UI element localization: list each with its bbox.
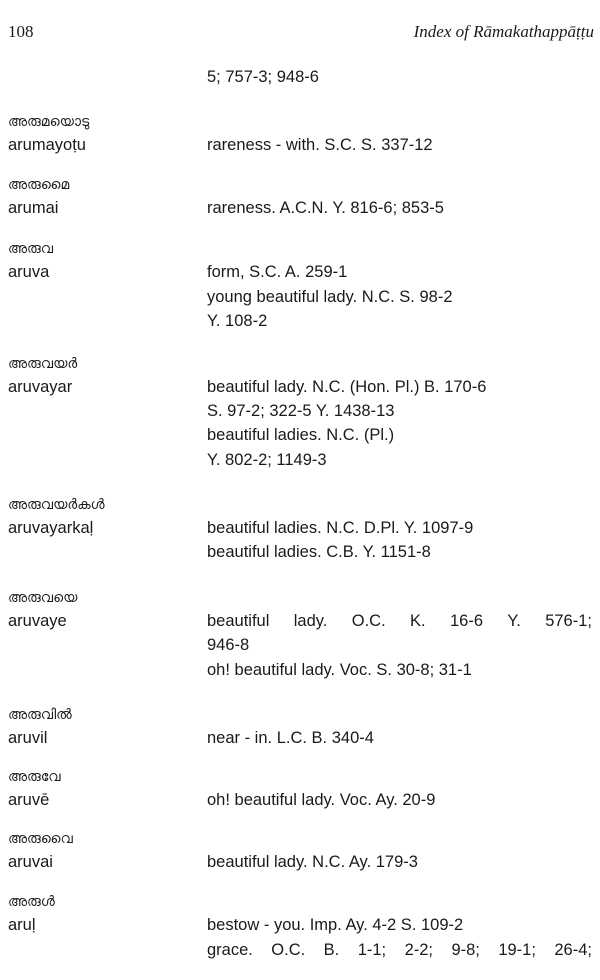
entry-definition: rareness. A.C.N. Y. 816-6; 853-5 (207, 199, 444, 217)
definition-word: K. (410, 612, 426, 630)
definition-word: 576-1; (545, 612, 592, 630)
entry-definition: Y. 802-2; 1149-3 (207, 451, 327, 469)
entry-malayalam: അരുൾ (8, 893, 55, 909)
entry-definition: oh! beautiful lady. Voc. S. 30-8; 31-1 (207, 661, 472, 679)
entry-headword: aruḷ (8, 916, 36, 934)
definition-word: Y. (507, 612, 521, 630)
entry-definition: form, S.C. A. 259-1 (207, 263, 348, 281)
entry-malayalam: അരുവയർ (8, 355, 78, 371)
definition-word: 2-2; (404, 941, 433, 959)
entry-malayalam: അരുവയർകൾ (8, 496, 105, 512)
definition-word: 16-6 (449, 612, 484, 630)
entry-definition: Y. 108-2 (207, 312, 268, 330)
entry-malayalam: അരുമൈ (8, 176, 70, 192)
running-title: Index of Rāmakathappāṭṭu (413, 22, 594, 41)
entry-definition: young beautiful lady. N.C. S. 98-2 (207, 288, 453, 306)
entry-headword: arumayoṭu (8, 136, 86, 154)
page-number: 108 (8, 22, 34, 41)
entry-definition: S. 97-2; 322-5 Y. 1438-13 (207, 402, 395, 420)
definition-word: lady. (293, 612, 328, 630)
entry-definition: beautiful lady. N.C. (Hon. Pl.) B. 170-6 (207, 378, 487, 396)
continuation-line: 5; 757-3; 948-6 (207, 68, 319, 86)
entry-definition: beautiful ladies. C.B. Y. 1151-8 (207, 543, 431, 561)
entry-headword: arumai (8, 199, 59, 217)
definition-word: 26-4; (554, 941, 592, 959)
definition-word: 1-1; (357, 941, 387, 959)
entry-headword: aruvil (8, 729, 48, 747)
entry-malayalam: അരുവയെ (8, 589, 78, 605)
definition-word: O.C. (271, 941, 306, 959)
entry-headword: aruvayarkaḷ (8, 519, 94, 537)
entry-malayalam: അരുവിൽ (8, 706, 72, 722)
entry-headword: aruvai (8, 853, 53, 871)
entry-definition (207, 941, 592, 960)
entry-headword: aruva (8, 263, 50, 281)
entry-definition: beautiful lady. N.C. Ay. 179-3 (207, 853, 418, 871)
entry-headword: aruvaye (8, 612, 67, 630)
entry-headword: aruvē (8, 791, 50, 809)
definition-word: O.C. (351, 612, 386, 630)
entry-definition: near - in. L.C. B. 340-4 (207, 729, 374, 747)
definition-word: B. (323, 941, 340, 959)
entry-malayalam: അരുവേ (8, 768, 61, 784)
entry-definition (207, 612, 592, 631)
definition-word: 19-1; (498, 941, 536, 959)
entry-definition: 946-8 (207, 636, 250, 654)
entry-malayalam: അരുമയൊടു (8, 113, 90, 129)
entry-headword: aruvayar (8, 378, 73, 396)
entry-definition: oh! beautiful lady. Voc. Ay. 20-9 (207, 791, 436, 809)
entry-definition: bestow - you. Imp. Ay. 4-2 S. 109-2 (207, 916, 464, 934)
entry-definition: beautiful ladies. N.C. (Pl.) (207, 426, 395, 444)
entry-malayalam: അരുവ (8, 240, 54, 256)
definition-word: grace. (207, 941, 253, 959)
definition-word: beautiful (207, 612, 270, 630)
definition-word: 9-8; (451, 941, 480, 959)
entry-definition: beautiful ladies. N.C. D.Pl. Y. 1097-9 (207, 519, 474, 537)
entry-malayalam: അരുവൈ (8, 830, 73, 846)
entry-definition: rareness - with. S.C. S. 337-12 (207, 136, 433, 154)
